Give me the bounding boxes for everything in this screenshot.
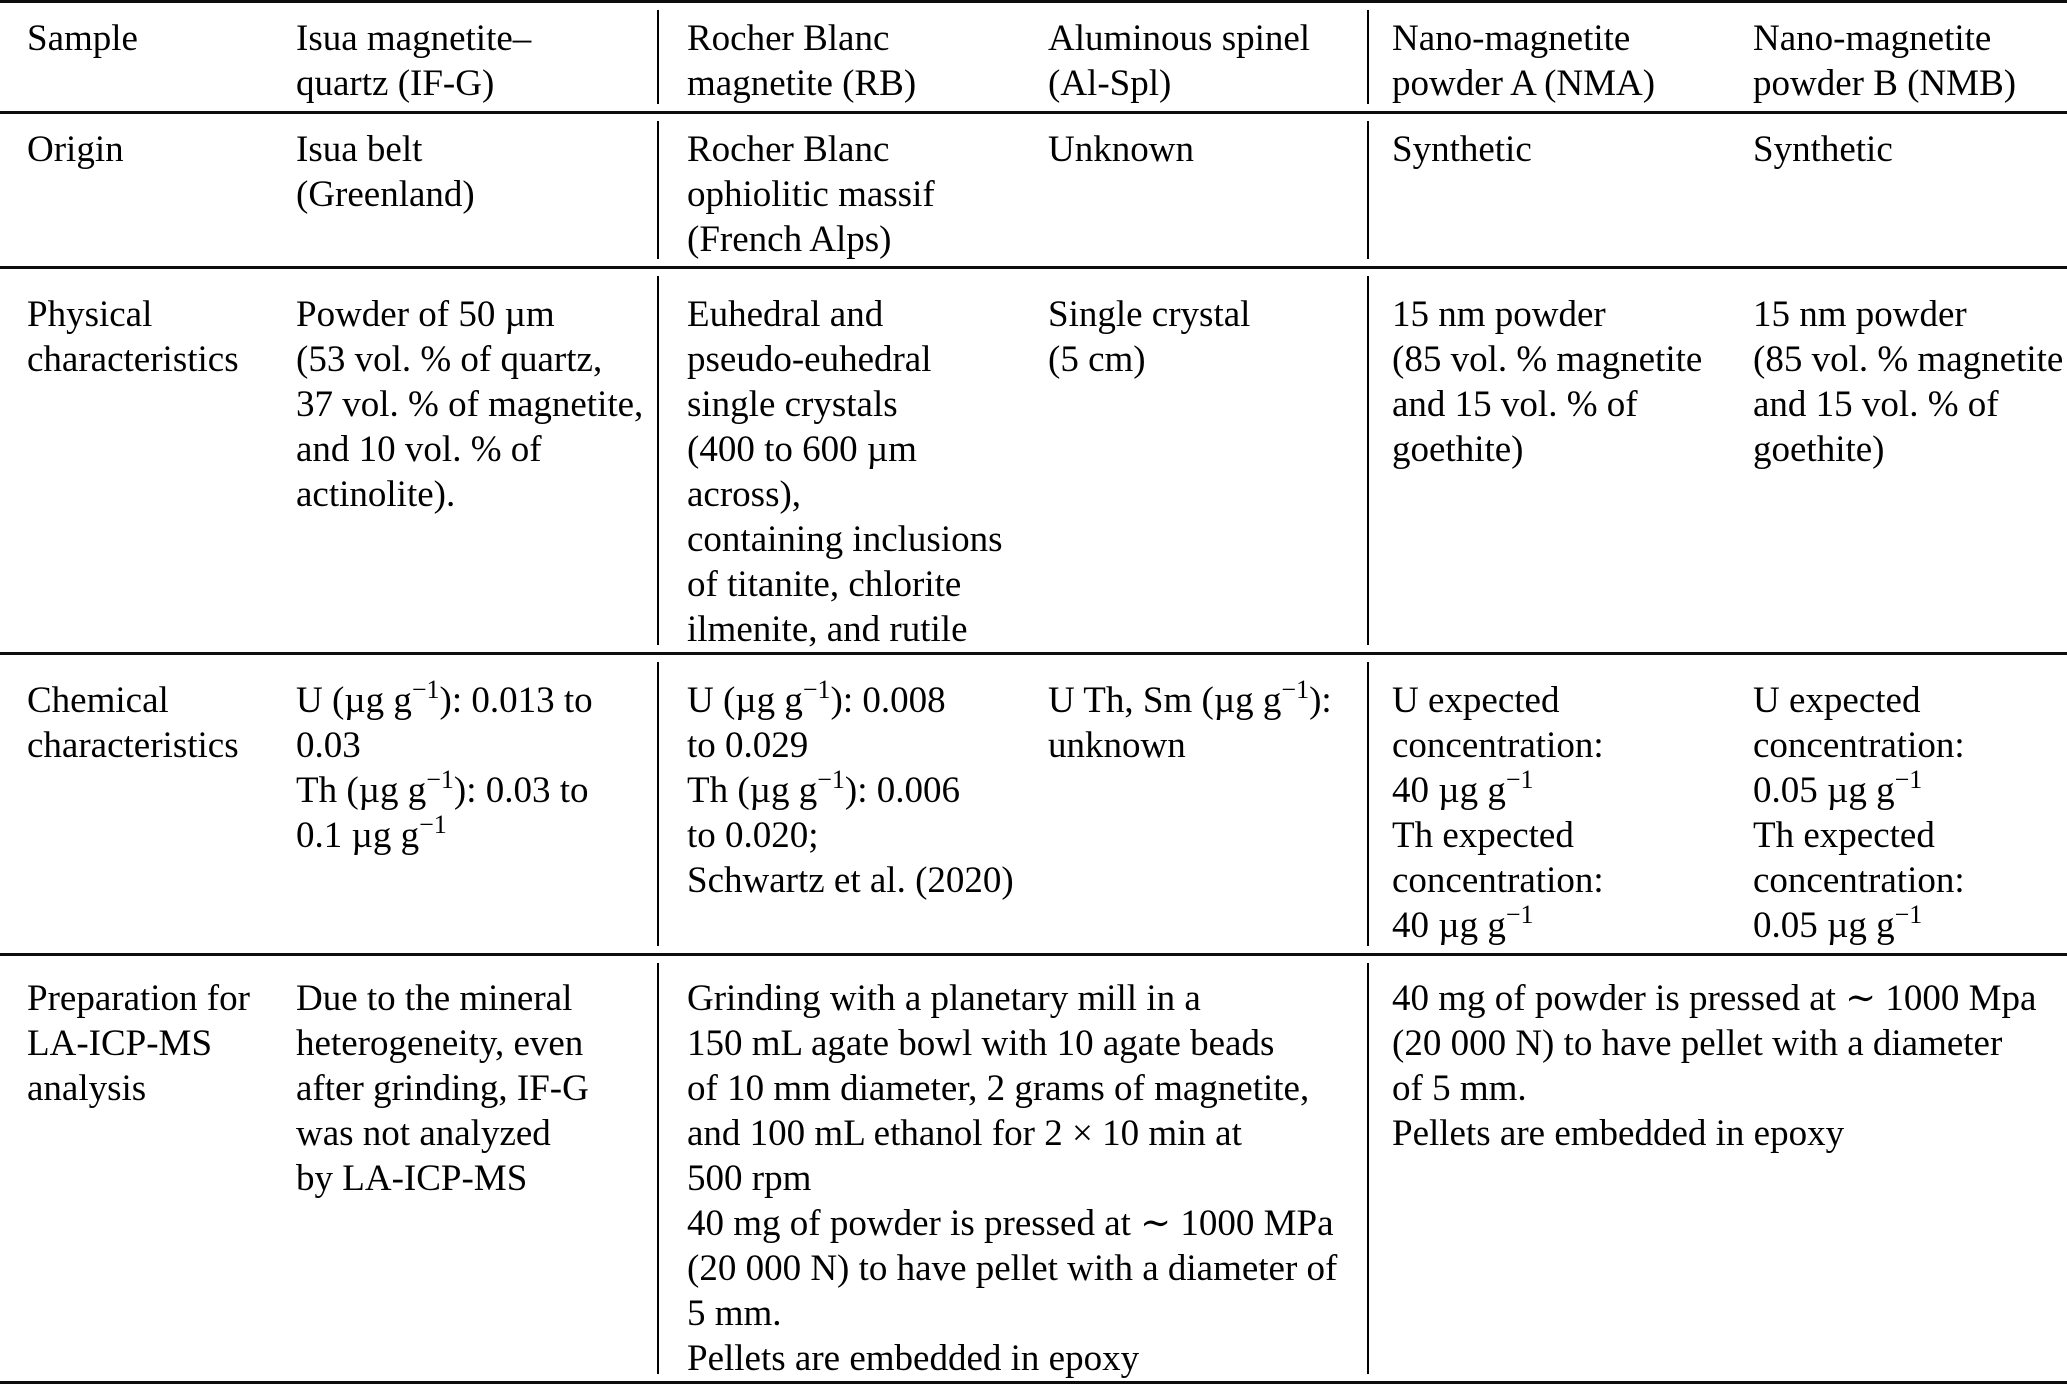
row-label-chemical: Chemical characteristics [0, 654, 296, 955]
row-label-origin: Origin [0, 113, 296, 268]
row-label-physical: Physical characteristics [0, 268, 296, 654]
physical-characteristics-row [0, 268, 2067, 654]
cell-origin-nmb: Synthetic [1753, 113, 2067, 268]
cell-chemical-ifg: U (µg $g^{-1}$): 0.013 to 0.03 Th (µg $g^{-1}$): 0.03 to 0.1 µg $g^{-1}$ [296, 654, 657, 955]
cell-preparation-ifg: Due to the mineral heterogeneity, even after grinding, IF-G was not analyzed by LA-ICP-MS [296, 978, 589, 1199]
cell-chemical-alspl: U Th, Sm (µg $g^{-1}$): unknown [1048, 654, 1367, 955]
cell-physical-nmb: 15 nm powder (85 vol. % magnetite and 15 vol. % of goethite) [1753, 268, 2067, 654]
preparation-row [0, 955, 2067, 1383]
header-cell-rb: Rocher Blanc magnetite (RB) [657, 2, 1048, 113]
header-cell-alspl: Aluminous spinel (Al-Spl) [1048, 2, 1367, 113]
cell-preparation-nma-nmb: 40 mg of powder is pressed at ∼ 1000 Mpa (20 000 N) to have pellet with a diameter of 5 mm. Pellets are embedded in epoxy [1367, 955, 2067, 1383]
header-cell-nma: Nano-magnetite powder A (NMA) [1367, 2, 1753, 113]
row-label-preparation: Preparation for LA-ICP-MS analysis [27, 978, 250, 1109]
cell-origin-nma: Synthetic [1367, 113, 1753, 268]
cell-origin-alspl: Unknown [1048, 113, 1367, 268]
cell-chemical-nmb: U expected concentration: 0.05 µg $g^{-1}$ Th expected concentration: 0.05 µg $g^{-1}$ [1753, 654, 2067, 955]
cell-physical-rb: Euhedral and pseudo-euhedral single crystals (400 to 600 µm across), containing inclusions of titanite, chlorite ilmenite, and rutile [657, 268, 1048, 654]
cell-preparation-rb-alspl: Grinding with a planetary mill in a 150 mL agate bowl with 10 agate beads of 10 mm diameter, 2 grams of magnetite, and 100 mL ethanol for 2 × 10 min at 500 rpm 40 mg of powder is pressed at ∼ 1000 MPa (20 000 N) to have pellet with a diameter of 5 mm. Pellets are embedded in epoxy [657, 955, 1367, 1383]
header-cell-sample: Sample [0, 2, 296, 113]
header-cell-nmb: Nano-magnetite powder B (NMB) [1753, 2, 2067, 113]
cell-chemical-rb: U (µg $g^{-1}$): 0.008 to 0.029 Th (µg $g^{-1}$): 0.006 to 0.020; Schwartz et al. (2020) [657, 654, 1048, 955]
cell-physical-ifg: Powder of 50 µm (53 vol. % of quartz, 37 vol. % of magnetite, and 10 vol. % of actinolite). [296, 268, 657, 654]
cell-origin-rb: Rocher Blanc ophiolitic massif (French Alps) [657, 113, 1048, 268]
origin-row [0, 113, 2067, 268]
header-row [0, 2, 2067, 113]
header-cell-ifg: Isua magnetite– quartz (IF-G) [296, 2, 657, 113]
cell-origin-ifg: Isua belt (Greenland) [296, 113, 657, 268]
chemical-characteristics-row [0, 654, 2067, 955]
cell-chemical-nma: U expected concentration: 40 µg $g^{-1}$ Th expected concentration: 40 µg $g^{-1}$ [1367, 654, 1753, 955]
cell-physical-alspl: Single crystal (5 cm) [1048, 268, 1367, 654]
cell-physical-nma: 15 nm powder (85 vol. % magnetite and 15 vol. % of goethite) [1367, 268, 1753, 654]
